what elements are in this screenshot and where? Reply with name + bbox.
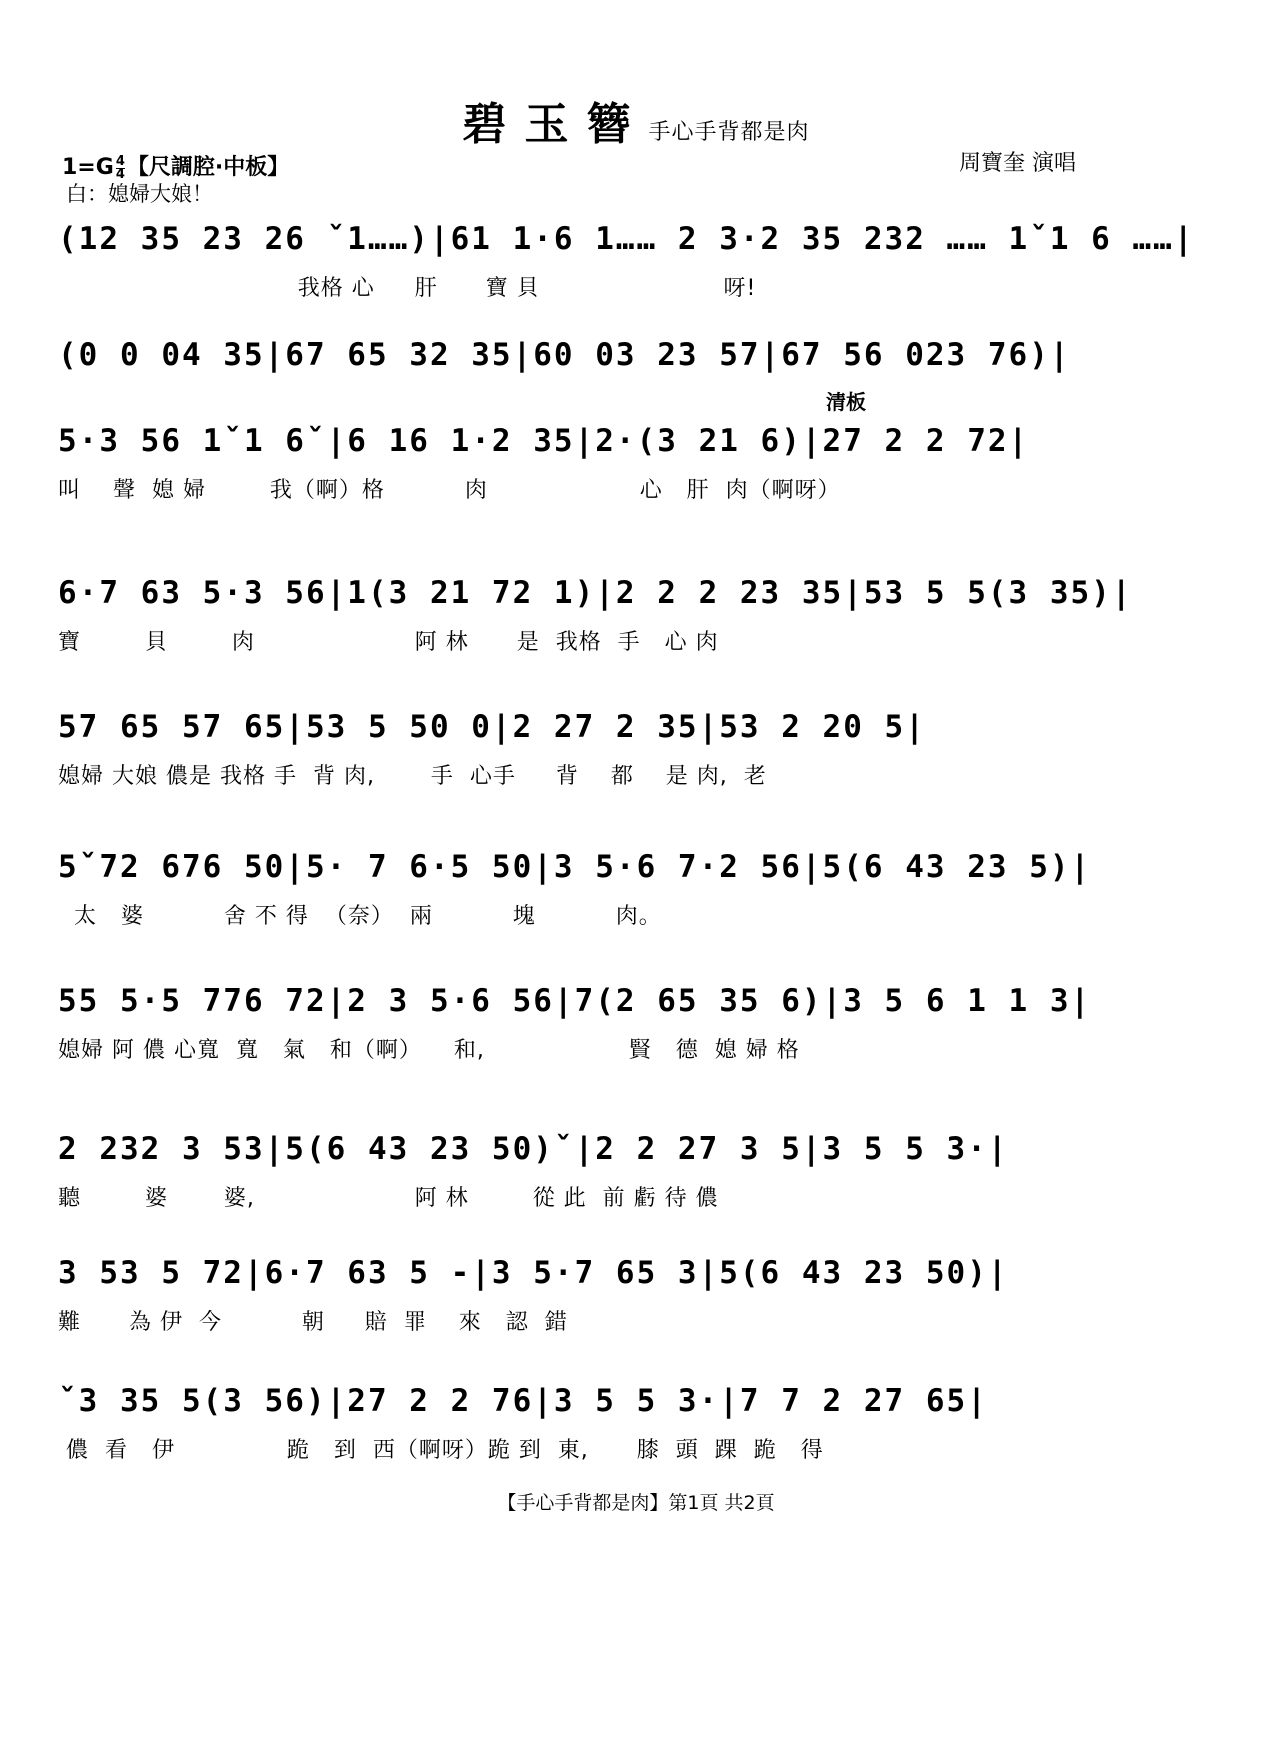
page-footer: 【手心手背都是肉】第1頁 共2頁	[497, 1492, 775, 1514]
notation-line-6: 5ˇ72 676 50|5· 7 6·5 50|3 5·6 7·2 56|5(6 43 23 5)|	[58, 849, 1092, 885]
time-sig-denominator: 4	[115, 166, 125, 182]
lyric-line-4: 寶 貝 肉 阿 林 是 我格 手 心 肉	[58, 630, 719, 655]
key-signature	[62, 150, 289, 181]
time-sig-numerator: 4	[115, 153, 125, 169]
notation-line-1: (12 35 23 26 ˇ1……)|61 1·6 1…… 2 3·2 35 232 …… 1ˇ1 6 ……|	[58, 221, 1195, 257]
aria-subtitle: 手心手背都是肉	[648, 120, 810, 145]
performer-credit: 周寶奎 演唱	[959, 151, 1076, 176]
tempo-marking: 【尺調腔·中板】	[126, 155, 290, 180]
notation-line-3: 5·3 56 1ˇ1 6ˇ|6 16 1·2 35|2·(3 21 6)|27 2 2 72|	[58, 423, 1030, 459]
lyric-line-9: 難 為 伊 今 朝 賠 罪 來 認 錯	[58, 1310, 568, 1335]
lyric-line-10: 儂 看 伊 跪 到 西（啊呀）跪 到 東, 膝 頭 踝 跪 得	[58, 1438, 824, 1463]
notation-line-5: 57 65 57 65|53 5 50 0|2 27 2 35|53 2 20 5|	[58, 709, 926, 745]
notation-line-10: ˇ3 35 5(3 56)|27 2 2 76|3 5 5 3·|7 7 2 27 65|	[58, 1383, 988, 1419]
notation-line-9: 3 53 5 72|6·7 63 5 -|3 5·7 65 3|5(6 43 23 50)|	[58, 1255, 1009, 1291]
title-block	[0, 88, 1272, 152]
lyric-line-8: 聽 婆 婆, 阿 林 從 此 前 虧 待 儂	[58, 1186, 719, 1211]
key-label: 1=G	[62, 155, 114, 180]
notation-line-4: 6·7 63 5·3 56|1(3 21 72 1)|2 2 2 23 35|53 5 5(3 35)|	[58, 575, 1133, 611]
time-signature	[115, 153, 125, 182]
lyric-line-1: 我格 心 肝 寶 貝 呀!	[58, 276, 757, 301]
spoken-line: 白：媳婦大娘！	[66, 182, 213, 206]
lyric-line-7: 媳婦 阿 儂 心寬 寬 氣 和（啊） 和, 賢 德 媳 婦 格	[58, 1038, 800, 1063]
lyric-line-5: 媳婦 大娘 儂是 我格 手 背 肉, 手 心手 背 都 是 肉, 老	[58, 764, 767, 789]
notation-line-7: 55 5·5 776 72|2 3 5·6 56|7(2 65 35 6)|3 5 6 1 1 3|	[58, 983, 1092, 1019]
lyric-line-3: 叫 聲 媳 婦 我（啊）格 肉 心 肝 肉（啊呀）	[58, 478, 841, 503]
qingban-marking: 清板	[826, 390, 866, 414]
notation-line-8: 2 232 3 53|5(6 43 23 50)ˇ|2 2 27 3 5|3 5 5 3·|	[58, 1131, 1009, 1167]
lyric-line-6: 太 婆 舍 不 得 （奈） 兩 塊 肉。	[58, 904, 662, 929]
notation-line-2: (0 0 04 35|67 65 32 35|60 03 23 57|67 56 023 76)|	[58, 337, 1071, 373]
opera-title: 碧玉簪	[462, 99, 649, 150]
